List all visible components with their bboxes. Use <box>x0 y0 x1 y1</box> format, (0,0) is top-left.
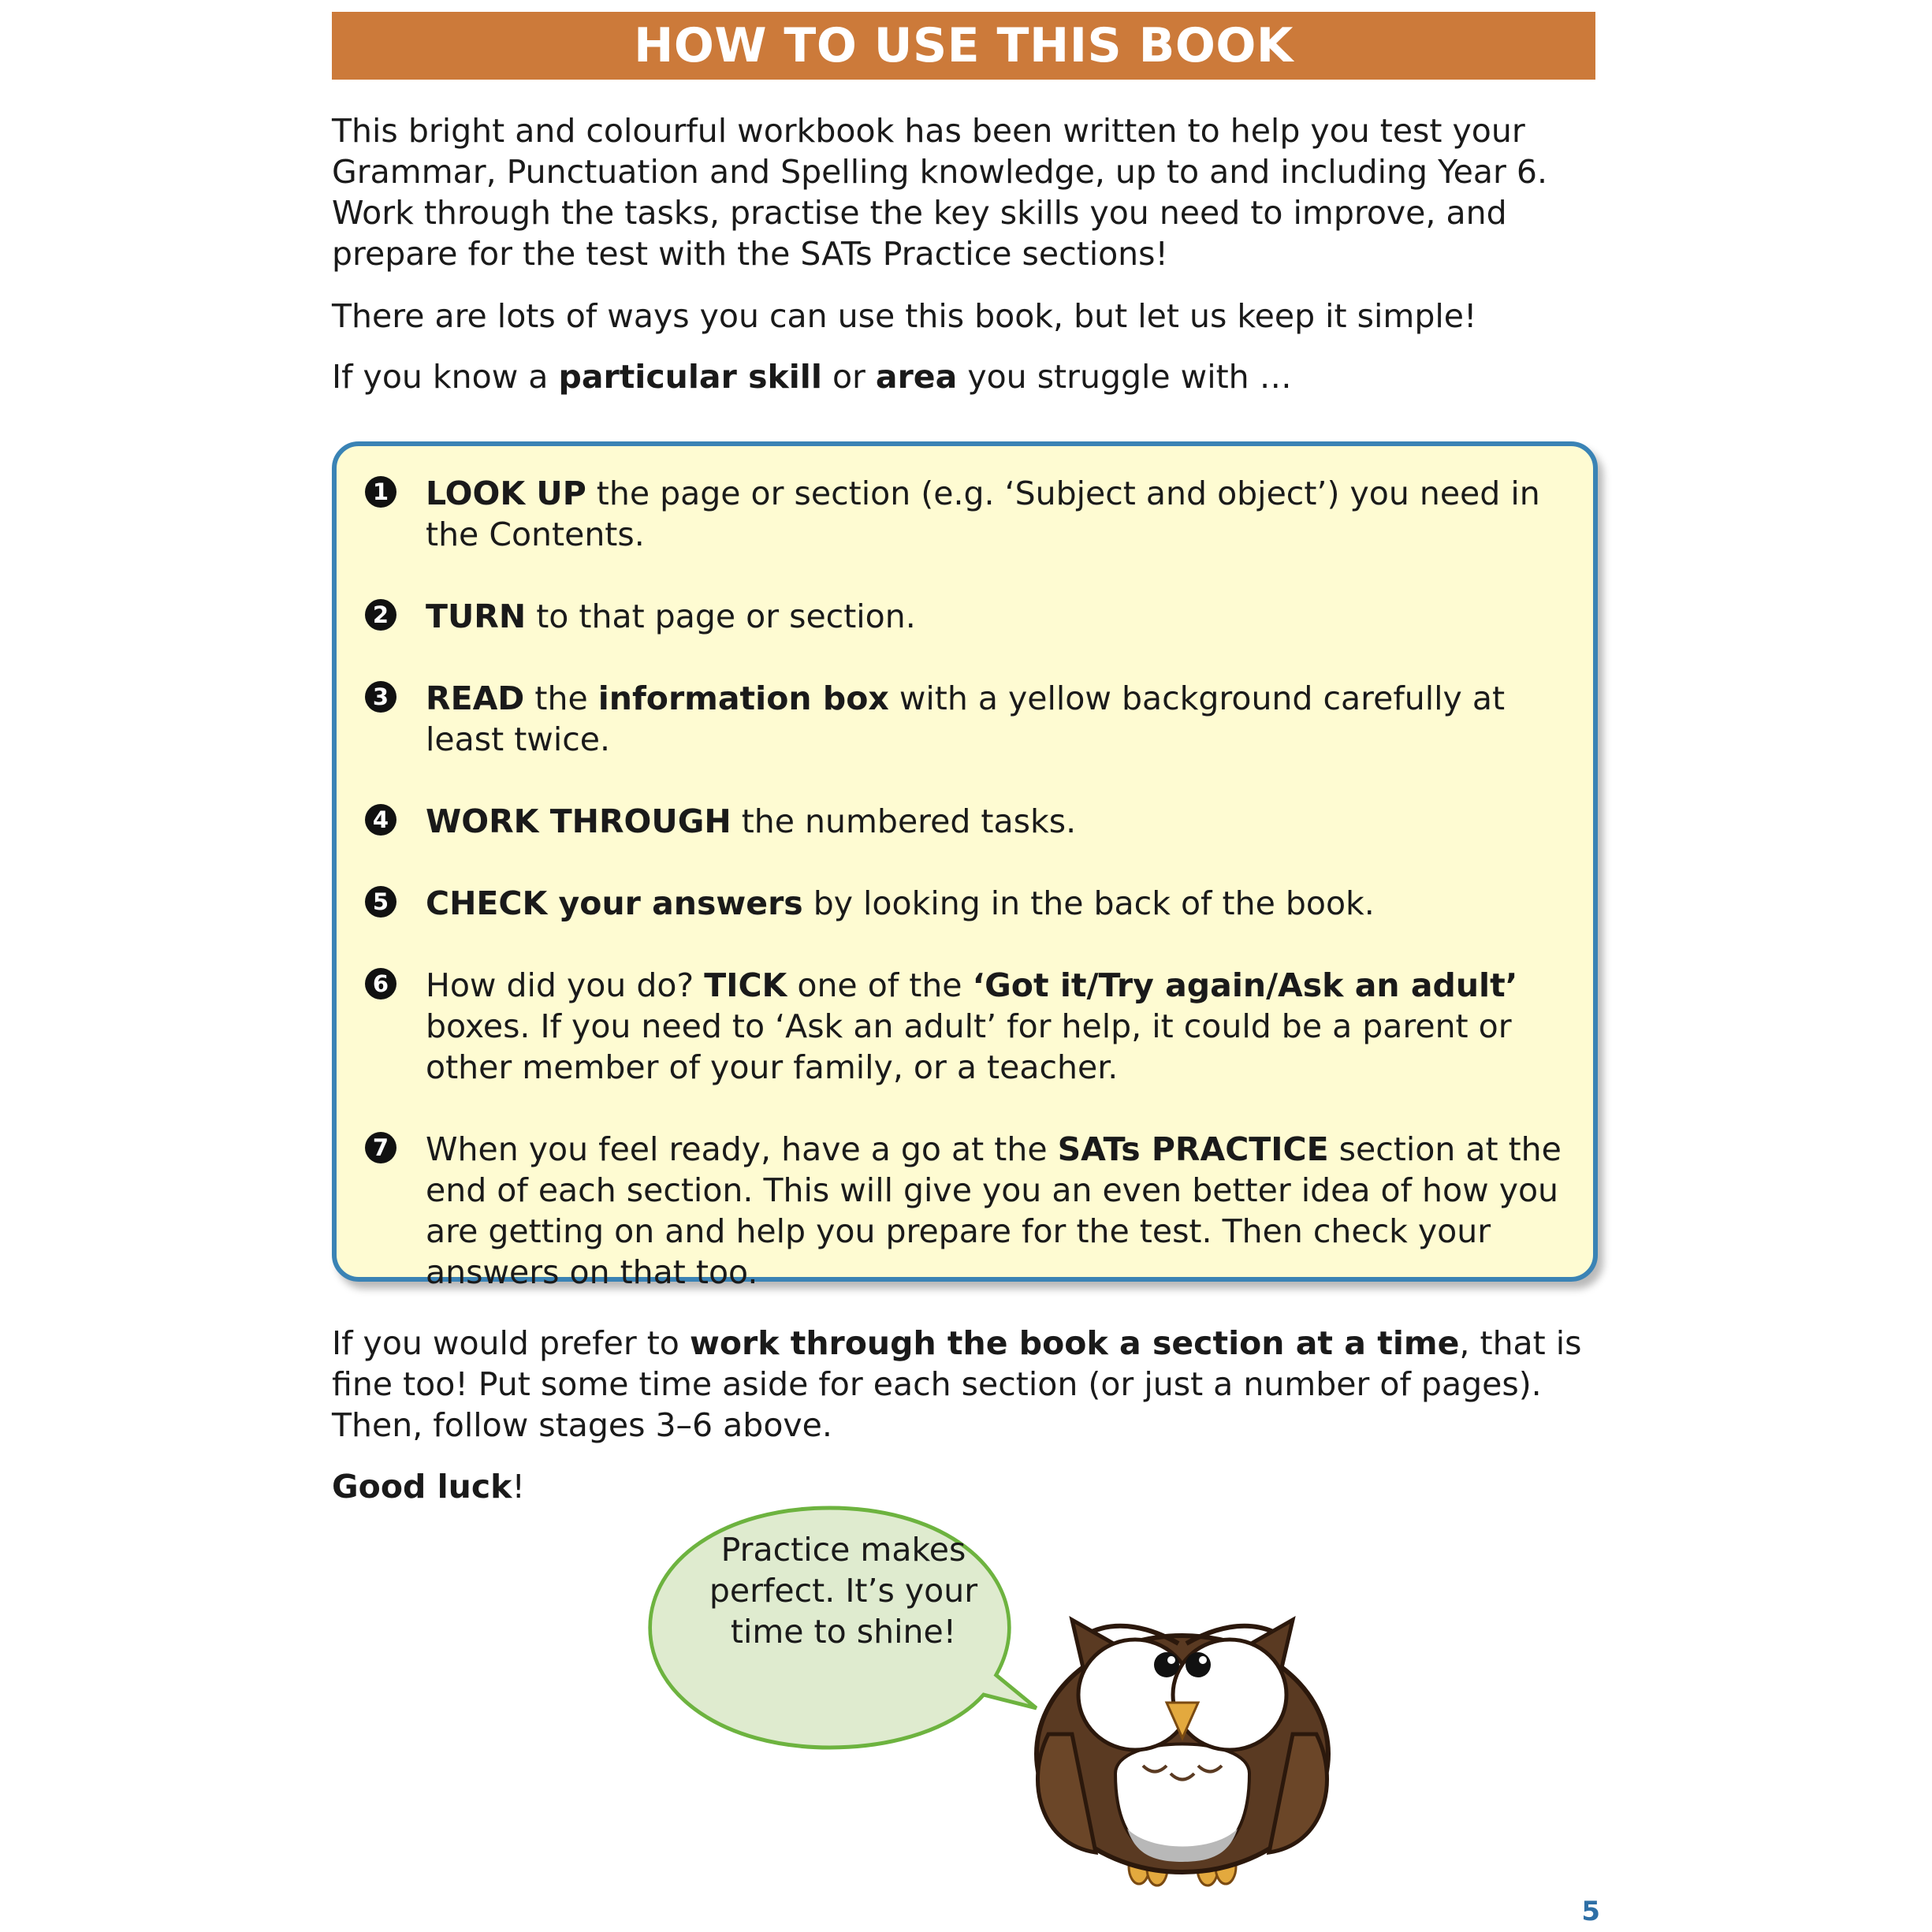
steps-box <box>332 441 1598 1291</box>
speech-bubble-text: Practice makes perfect. It’s your time to shine! <box>709 1531 978 1651</box>
owl-icon <box>1025 1576 1340 1888</box>
step-number-badge: 3 <box>365 681 396 713</box>
step-text: WORK THROUGH the numbered tasks. <box>426 802 1077 840</box>
emphasis-section-at-a-time: work through the book a section at a time <box>689 1324 1460 1362</box>
page-number: 5 <box>1581 1896 1600 1927</box>
emphasis-particular-skill: particular skill <box>558 358 822 396</box>
struggle-paragraph: If you know a particular skill or area you struggle with … <box>332 358 1292 396</box>
page-title: HOW TO USE THIS BOOK <box>634 18 1294 73</box>
emphasis-area: area <box>875 358 958 396</box>
step-number-badge: 7 <box>365 1132 396 1163</box>
step-text: LOOK UP the page or section (e.g. ‘Subject and object’) you need in the Contents. <box>426 475 1540 553</box>
step-number-badge: 5 <box>365 886 396 918</box>
title-bar <box>332 12 1595 80</box>
intro-paragraph: This bright and colourful workbook has been written to help you test your Grammar, Punctuation and Spelling knowledge, up to and including Year 6. Work through the tasks, practise the key skills you need to improve, and prepare for the test with the SATs Practice sections! <box>332 112 1548 273</box>
step-number-badge: 2 <box>365 599 396 631</box>
good-luck: Good luck! <box>332 1468 525 1506</box>
step-text: TURN to that page or section. <box>426 597 916 635</box>
step-text: When you feel ready, have a go at the SATs PRACTICE section at the end of each section. This will give you an even better idea of how you are getting on and help you prepare for the test. Then check your answers on that too. <box>426 1130 1562 1291</box>
speech-bubble <box>646 1502 1040 1754</box>
outro-paragraph: If you would prefer to work through the book a section at a time, that is fine too! Put some time aside for each section (or just a number of pages). Then, follow stages 3–6 above. <box>332 1324 1582 1444</box>
step-text: How did you do? TICK one of the ‘Got it/Try again/Ask an adult’ boxes. If you need to ‘Ask an adult’ for help, it could be a parent or other member of your family, or a teacher. <box>426 966 1518 1086</box>
simple-paragraph: There are lots of ways you can use this book, but let us keep it simple! <box>332 297 1477 335</box>
step-number-badge: 6 <box>365 968 396 1000</box>
owl-illustration <box>1025 1576 1340 1888</box>
step-text: CHECK your answers by looking in the back of the book. <box>426 884 1375 922</box>
step-text: READ the information box with a yellow background carefully at least twice. <box>426 679 1506 758</box>
step-number-badge: 4 <box>365 804 396 836</box>
step-number-badge: 1 <box>365 476 396 508</box>
